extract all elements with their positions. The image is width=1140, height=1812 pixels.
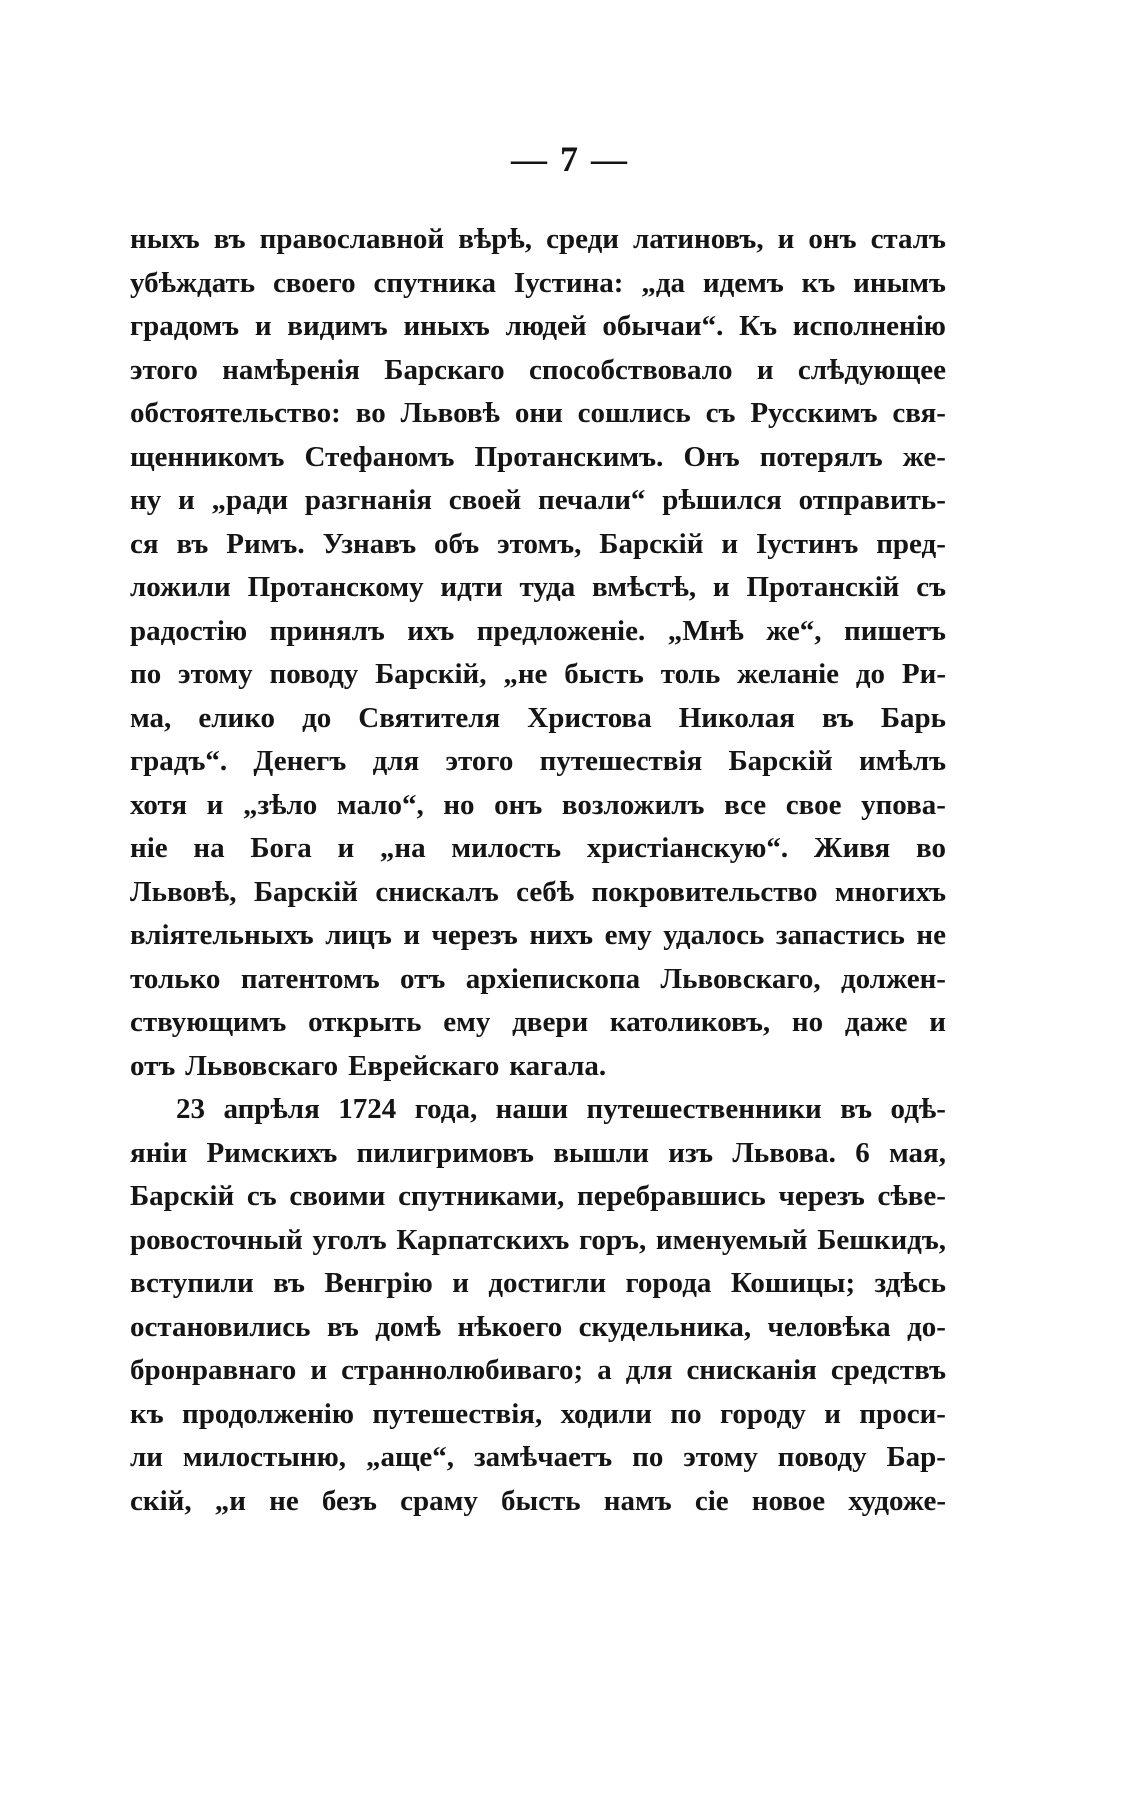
text-line: яніи Римскихъ пилигримовъ вышли изъ Львова. 6 мая, xyxy=(130,1136,946,1169)
text-line: только патентомъ отъ архіепископа Львовскаго, должен- xyxy=(130,962,946,995)
text-line: 23 апрѣля 1724 года, наши путешественники въ одѣ- xyxy=(176,1093,946,1125)
body-text xyxy=(130,218,946,1523)
text-line: хотя и „зѣло мало“, но онъ возложилъ все свое упова- xyxy=(130,788,946,821)
text-line: ствующимъ открыть ему двери католиковъ, но даже и xyxy=(130,1006,946,1038)
text-line: ровосточный уголъ Карпатскихъ горъ, именуемый Бешкидъ, xyxy=(130,1223,946,1256)
text-line: ложили Протанскому идти туда вмѣстѣ, и Протанскій съ xyxy=(130,571,946,603)
text-line: къ продолженію путешествія, ходили по городу и проси- xyxy=(130,1397,946,1430)
text-line: градъ“. Денегъ для этого путешествія Барскій имѣлъ xyxy=(130,745,946,777)
text-line: Львовѣ, Барскій снискалъ себѣ покровительство многихъ xyxy=(130,875,946,908)
text-line: бронравнаго и страннолюбиваго; а для снисканія средствъ xyxy=(130,1354,946,1386)
paragraph-2 xyxy=(130,1088,946,1523)
page-number: — 7 — xyxy=(511,139,629,179)
paragraph-1 xyxy=(130,218,946,1088)
text-line: убѣждать своего спутника Іустина: „да идемъ къ инымъ xyxy=(130,266,946,299)
text-line: градомъ и видимъ иныхъ людей обычаи“. Къ исполненію xyxy=(130,310,946,342)
text-line: ма, елико до Святителя Христова Николая въ Барь xyxy=(130,701,946,734)
text-line: радостію принялъ ихъ предложеніе. „Мнѣ же“, пишетъ xyxy=(130,614,946,647)
text-line: ныхъ въ православной вѣрѣ, среди латиновъ, и онъ сталъ xyxy=(130,223,946,255)
text-line: этого намѣренія Барскаго способствовало и слѣдующее xyxy=(130,353,946,386)
text-line: по этому поводу Барскій, „не бысть толь желаніе до Ри- xyxy=(130,658,946,690)
text-line: скій, „и не безъ сраму бысть намъ сіе новое художе- xyxy=(130,1484,946,1517)
text-line: вступили въ Венгрію и достигли города Кошицы; здѣсь xyxy=(130,1267,946,1299)
text-line: вліятельныхъ лицъ и черезъ нихъ ему удалось запастись не xyxy=(130,919,946,951)
text-line: ніе на Бога и „на милость христіанскую“. Живя во xyxy=(130,832,946,864)
text-line: Барскій съ своими спутниками, перебравшись черезъ сѣве- xyxy=(130,1180,946,1212)
text-line: ну и „ради разгнанія своей печали“ рѣшился отправить- xyxy=(130,484,946,516)
text-line: ли милостыню, „аще“, замѣчаетъ по этому поводу Бар- xyxy=(130,1441,946,1473)
text-line: остановились въ домѣ нѣкоего скудельника, человѣка до- xyxy=(130,1310,946,1343)
text-line: ся въ Римъ. Узнавъ объ этомъ, Барскій и Іустинъ пред- xyxy=(130,527,946,560)
text-line: отъ Львовскаго Еврейскаго кагала. xyxy=(130,1049,607,1082)
text-line: обстоятельство: во Львовѣ они сошлись съ Русскимъ свя- xyxy=(130,397,946,429)
text-line: щенникомъ Стефаномъ Протанскимъ. Онъ потерялъ же- xyxy=(130,440,946,473)
